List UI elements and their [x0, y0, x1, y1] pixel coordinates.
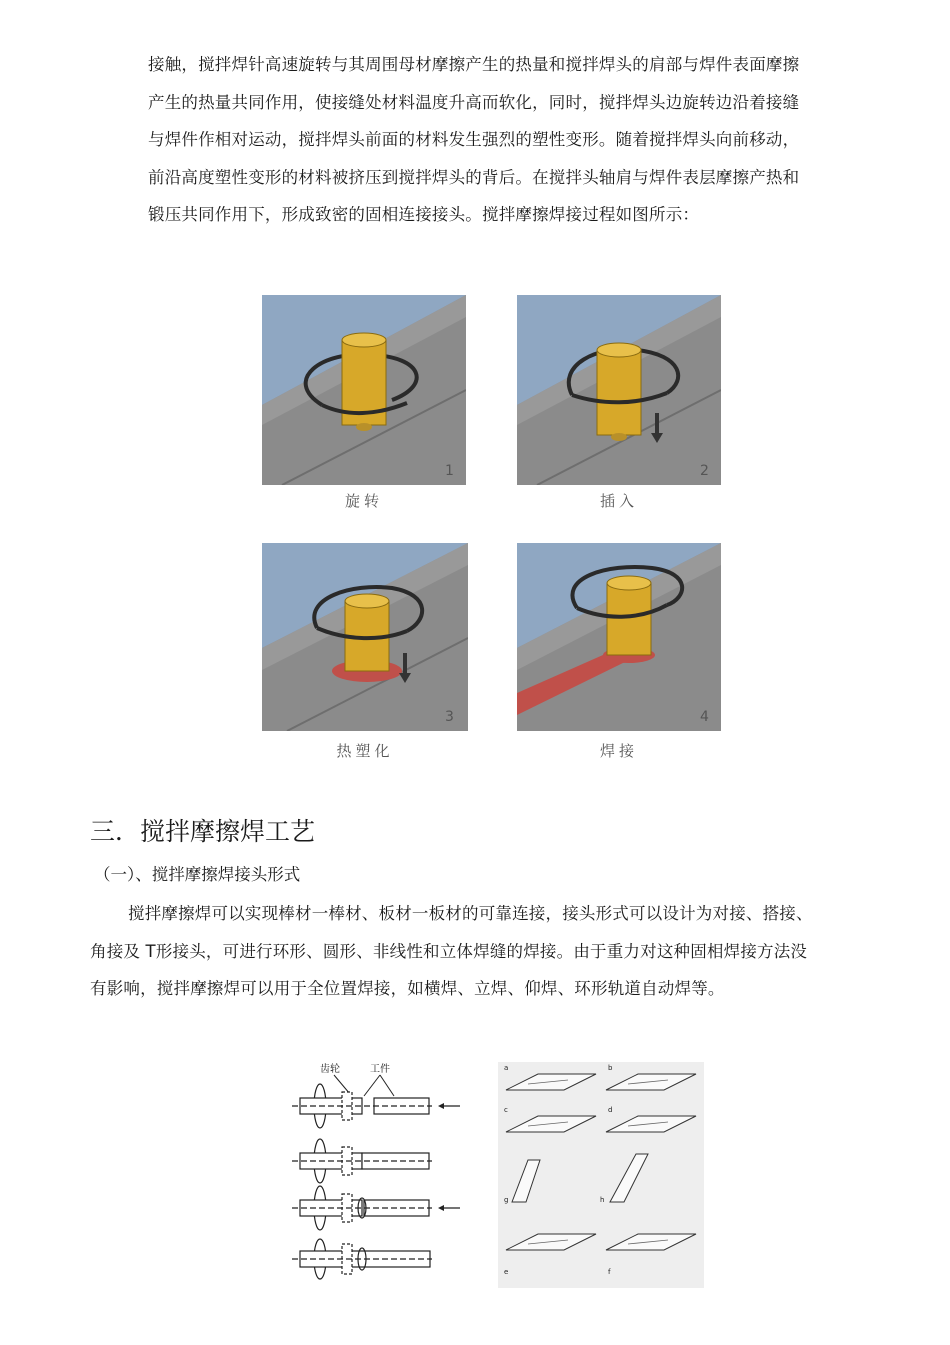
process-panel-2	[517, 295, 721, 485]
panel-number-3: 3	[445, 709, 454, 725]
workpiece-label: 工件	[370, 1064, 390, 1075]
panel-number-2: 2	[700, 463, 709, 479]
body-paragraph-2: 搅拌摩擦焊可以实现棒材一棒材、板材一板材的可靠连接，接头形式可以设计为对接、搭接、角接及 T形接头，可进行环形、圆形、非线性和立体焊缝的焊接。由于重力对这种固相焊接方法没有影响，搅拌摩擦焊可以用于全位置焊接，如横焊、立焊、仰焊、环形轨道自动焊等。	[90, 904, 813, 998]
panel-number-1: 1	[445, 463, 454, 479]
section-heading: 三．搅拌摩擦焊工艺	[90, 817, 316, 846]
process-panel-3	[262, 543, 468, 731]
process-panel-4	[517, 543, 721, 731]
joint-letter-g: g	[504, 1196, 509, 1204]
joint-letter-f: f	[608, 1268, 611, 1276]
caption-thermoplastic: 热塑化	[336, 742, 394, 760]
joint-letter-h: h	[600, 1196, 605, 1204]
joint-letter-d: d	[608, 1106, 613, 1114]
caption-welding: 焊接	[599, 742, 638, 760]
joint-types-diagram	[498, 1062, 704, 1288]
subsection-heading: （一）、搅拌摩擦焊接头形式	[94, 865, 301, 884]
body-paragraph-1: 接触，搅拌焊针高速旋转与其周围母材摩擦产生的热量和搅拌焊头的肩部与焊件表面摩擦产生的热量共同作用，使接缝处材料温度升高而软化，同时，搅拌焊头边旋转边沿着接缝与焊件作相对运动，搅拌焊头前面的材料发生强烈的塑性变形。随着搅拌焊头向前移动，前沿高度塑性变形的材料被挤压到搅拌焊头的背后。在搅拌头轴肩与焊件表层摩擦产热和锻压共同作用下，形成致密的固相连接接头。搅拌摩擦焊接过程如图所示：	[148, 55, 800, 224]
rod-welding-diagram	[292, 1058, 467, 1280]
joint-letter-b: b	[608, 1064, 613, 1072]
caption-rotate: 旋转	[344, 492, 383, 510]
joint-letter-e: e	[504, 1268, 509, 1276]
gear-label: 齿轮	[320, 1064, 340, 1075]
panel-number-4: 4	[700, 709, 709, 725]
joint-letter-a: a	[504, 1064, 509, 1072]
process-panel-1	[262, 295, 466, 485]
joint-letter-c: c	[504, 1106, 508, 1114]
caption-insert: 插入	[599, 492, 638, 510]
